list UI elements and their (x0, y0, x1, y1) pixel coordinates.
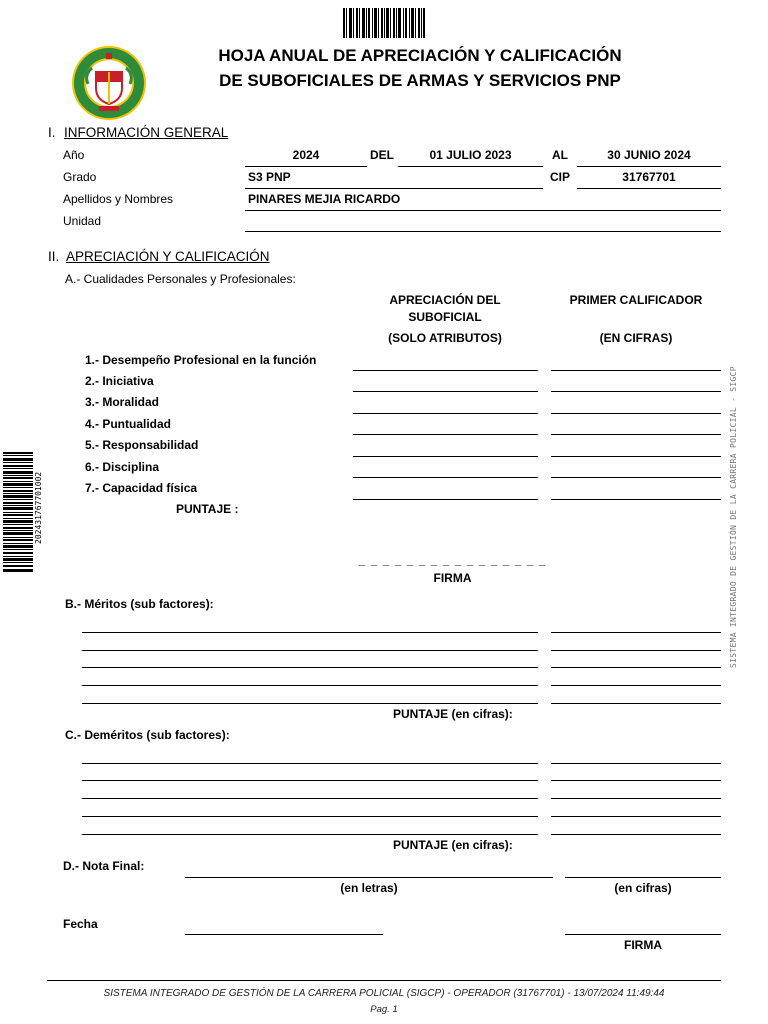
document-title-line2: DE SUBOFICIALES DE ARMAS Y SERVICIOS PNP (219, 71, 621, 90)
firma-label: FIRMA (433, 571, 472, 585)
nombres-label: Apellidos y Nombres (63, 192, 174, 206)
item3-appreciation-line (353, 413, 538, 414)
cip-label: CIP (550, 170, 571, 184)
col2-header-line1: PRIMER CALIFICADOR (569, 293, 703, 307)
item6-appreciation-line (353, 477, 538, 478)
footer-system-line: SISTEMA INTEGRADO DE GESTIÓN DE LA CARRERA POLICIAL (SIGCP) - OPERADOR (31767701) - 13/07/2024 11:49:44 (103, 988, 665, 999)
meritos-score-line-4 (551, 685, 721, 686)
en-letras-label: (en letras) (340, 881, 398, 895)
item7-calificador-line (551, 499, 721, 500)
del-underline (398, 166, 543, 167)
anio-label: Año (63, 148, 85, 162)
side-barcode-number: 202431767701002 (34, 471, 43, 544)
unidad-label: Unidad (63, 214, 102, 228)
meritos-line-1 (82, 632, 538, 633)
anio-underline (245, 166, 367, 167)
cip-underline (577, 188, 721, 189)
demeritos-score-line-4 (551, 816, 721, 817)
subsection-b-title: B.- Méritos (sub factores): (65, 597, 214, 611)
subsection-d-title: D.- Nota Final: (63, 859, 145, 873)
meritos-score-line-2 (551, 650, 721, 651)
item-moralidad: 3.- Moralidad (85, 395, 160, 409)
firma-final-line (565, 934, 721, 935)
item-puntualidad: 4.- Puntualidad (85, 417, 172, 431)
side-barcode (3, 452, 33, 572)
meritos-score-line-1 (551, 632, 721, 633)
meritos-score-line-5 (551, 703, 721, 704)
demeritos-score-line-5 (551, 834, 721, 835)
cip-value: 31767701 (622, 170, 676, 184)
item3-calificador-line (551, 413, 721, 414)
demeritos-line-2 (82, 780, 538, 781)
meritos-puntaje-label: PUNTAJE (en cifras): (393, 707, 513, 721)
document-title-line1: HOJA ANUAL DE APRECIACIÓN Y CALIFICACIÓN (218, 46, 622, 65)
footer-rule (47, 980, 721, 981)
grado-underline (245, 188, 543, 189)
demeritos-score-line-3 (551, 798, 721, 799)
firma-final-label: FIRMA (624, 938, 662, 952)
section1-title: INFORMACIÓN GENERAL (64, 125, 229, 140)
fecha-label: Fecha (63, 917, 98, 931)
col2-header-line3: (EN CIFRAS) (599, 331, 673, 345)
col1-header-line1: APRECIACIÓN DEL (389, 293, 501, 307)
al-label: AL (552, 148, 568, 162)
demeritos-score-line-1 (551, 763, 721, 764)
al-value: 30 JUNIO 2024 (607, 148, 691, 162)
section1-number: I. (48, 125, 56, 140)
del-value: 01 JULIO 2023 (429, 148, 512, 162)
top-barcode (343, 8, 425, 38)
nombres-value: PINARES MEJIA RICARDO (248, 192, 401, 206)
subsection-a-title: A.- Cualidades Personales y Profesionales: (65, 272, 296, 286)
demeritos-line-4 (82, 816, 538, 817)
item5-appreciation-line (353, 456, 538, 457)
meritos-line-2 (82, 650, 538, 651)
meritos-score-line-3 (551, 667, 721, 668)
demeritos-line-1 (82, 763, 538, 764)
grado-value: S3 PNP (248, 170, 291, 184)
item7-appreciation-line (353, 499, 538, 500)
del-label: DEL (370, 148, 394, 162)
item1-calificador-line (551, 370, 721, 371)
item4-calificador-line (551, 434, 721, 435)
section2-number: II. (48, 249, 60, 264)
item-disciplina: 6.- Disciplina (85, 460, 160, 474)
demeritos-line-5 (82, 834, 538, 835)
section2-title: APRECIACIÓN Y CALIFICACIÓN (66, 249, 270, 264)
item2-appreciation-line (353, 391, 538, 392)
demeritos-puntaje-label: PUNTAJE (en cifras): (393, 838, 513, 852)
item5-calificador-line (551, 456, 721, 457)
item1-appreciation-line (353, 370, 538, 371)
side-system-text: SISTEMA INTEGRADO DE GESTIÓN DE LA CARRERA POLICIAL - SIGCP (729, 366, 738, 668)
col1-header-line3: (SOLO ATRIBUTOS) (388, 331, 502, 345)
fecha-line (185, 934, 383, 935)
nota-cifras-line (565, 877, 721, 878)
al-underline (577, 166, 721, 167)
footer-page-number: Pag. 1 (370, 1004, 398, 1015)
meritos-line-5 (82, 703, 538, 704)
firma-dashes: _ _ _ _ _ _ _ _ _ _ _ _ _ _ _ _ (358, 553, 547, 567)
col1-header-line2: SUBOFICIAL (408, 310, 482, 324)
meritos-line-3 (82, 667, 538, 668)
en-cifras-label: (en cifras) (614, 881, 672, 895)
nombres-underline (245, 210, 721, 211)
subsection-c-title: C.- Deméritos (sub factores): (65, 728, 230, 742)
demeritos-line-3 (82, 798, 538, 799)
unidad-underline (245, 231, 721, 232)
demeritos-score-line-2 (551, 780, 721, 781)
puntaje-label: PUNTAJE : (176, 502, 239, 516)
item4-appreciation-line (353, 434, 538, 435)
item-desempeno: 1.- Desempeño Profesional en la función (85, 353, 317, 367)
grado-label: Grado (63, 170, 97, 184)
item6-calificador-line (551, 477, 721, 478)
nota-letras-line (185, 877, 553, 878)
item-iniciativa: 2.- Iniciativa (85, 374, 154, 388)
police-emblem-logo (70, 44, 148, 122)
anio-value: 2024 (292, 148, 320, 162)
item2-calificador-line (551, 391, 721, 392)
item-capacidad-fisica: 7.- Capacidad física (85, 481, 198, 495)
meritos-line-4 (82, 685, 538, 686)
item-responsabilidad: 5.- Responsabilidad (85, 438, 199, 452)
